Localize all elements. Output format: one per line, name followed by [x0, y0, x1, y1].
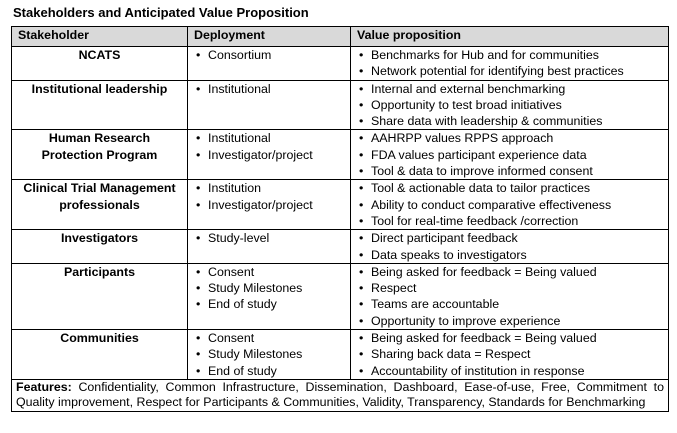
features-cell	[12, 379, 669, 411]
header-value-proposition: Value proposition	[351, 27, 669, 47]
deployment-item: • Study Milestones	[192, 346, 346, 362]
value-proposition-cell	[351, 263, 669, 329]
value-proposition-item: • Opportunity to improve experience	[355, 313, 664, 329]
value-proposition-item: • Sharing back data = Respect	[355, 346, 664, 362]
deployment-cell	[188, 130, 351, 180]
deployment-cell	[188, 80, 351, 130]
deployment-item: • Institution	[192, 180, 346, 196]
value-proposition-list	[355, 47, 664, 80]
deployment-list	[192, 47, 346, 63]
value-proposition-item: • FDA values participant experience data	[355, 147, 664, 163]
value-proposition-cell	[351, 130, 669, 180]
deployment-item: • End of study	[192, 363, 346, 379]
value-proposition-cell	[351, 80, 669, 130]
deployment-list	[192, 230, 346, 246]
deployment-cell	[188, 330, 351, 380]
table-header-row	[12, 27, 669, 47]
deployment-item: • Investigator/project	[192, 197, 346, 213]
deployment-item: • Consent	[192, 330, 346, 346]
table-row	[12, 180, 669, 230]
table-row	[12, 47, 669, 81]
stakeholder-cell: Participants	[12, 263, 188, 329]
header-deployment: Deployment	[188, 27, 351, 47]
document-title: Stakeholders and Anticipated Value Proposition	[13, 5, 309, 20]
stakeholder-table	[11, 26, 669, 412]
value-proposition-list	[355, 81, 664, 130]
value-proposition-item: • Tool for real-time feedback /correction	[355, 213, 664, 229]
value-proposition-list	[355, 264, 664, 329]
value-proposition-item: • Opportunity to test broad initiatives	[355, 97, 664, 113]
stakeholder-cell: Investigators	[12, 230, 188, 264]
value-proposition-cell	[351, 230, 669, 264]
features-row	[12, 379, 669, 411]
value-proposition-item: • AAHRPP values RPPS approach	[355, 130, 664, 146]
table-row	[12, 130, 669, 180]
value-proposition-item: • Being asked for feedback = Being valued	[355, 330, 664, 346]
value-proposition-item: • Share data with leadership & communities	[355, 113, 664, 129]
table-row	[12, 230, 669, 264]
deployment-list	[192, 330, 346, 379]
table-row	[12, 330, 669, 380]
features-label: Features:	[16, 379, 72, 394]
deployment-cell	[188, 47, 351, 81]
value-proposition-list	[355, 130, 664, 179]
table-row	[12, 80, 669, 130]
deployment-list	[192, 180, 346, 213]
value-proposition-item: • Tool & actionable data to tailor practices	[355, 180, 664, 196]
deployment-cell	[188, 263, 351, 329]
value-proposition-item: • Tool & data to improve informed consent	[355, 163, 664, 179]
header-stakeholder: Stakeholder	[12, 27, 188, 47]
deployment-item: • Study Milestones	[192, 280, 346, 296]
features-text: Confidentiality, Common Infrastructure, Dissemination, Dashboard, Ease-of-use, Free, Commitment to Quality improvement, Respect for Participants & Communities, Validity, Transparency, Standards for Benchmarking	[16, 379, 664, 410]
stakeholder-cell: NCATS	[12, 47, 188, 81]
stakeholder-cell: Human Research Protection Program	[12, 130, 188, 180]
value-proposition-cell	[351, 330, 669, 380]
value-proposition-list	[355, 180, 664, 229]
deployment-item: • Consent	[192, 264, 346, 280]
value-proposition-item: • Respect	[355, 280, 664, 296]
deployment-item: • Study-level	[192, 230, 346, 246]
value-proposition-item: • Accountability of institution in response	[355, 363, 664, 379]
value-proposition-item: • Network potential for identifying best practices	[355, 63, 664, 79]
deployment-cell	[188, 230, 351, 264]
value-proposition-cell	[351, 180, 669, 230]
deployment-item: • Investigator/project	[192, 147, 346, 163]
value-proposition-item: • Benchmarks for Hub and for communities	[355, 47, 664, 63]
table-row	[12, 263, 669, 329]
value-proposition-item: • Ability to conduct comparative effectiveness	[355, 197, 664, 213]
stakeholder-cell: Communities	[12, 330, 188, 380]
value-proposition-item: • Teams are accountable	[355, 296, 664, 312]
stakeholder-cell: Institutional leadership	[12, 80, 188, 130]
deployment-item: • End of study	[192, 296, 346, 312]
value-proposition-list	[355, 330, 664, 379]
deployment-item: • Institutional	[192, 130, 346, 146]
value-proposition-list	[355, 230, 664, 263]
deployment-list	[192, 264, 346, 313]
stakeholder-cell: Clinical Trial Management professionals	[12, 180, 188, 230]
deployment-list	[192, 130, 346, 163]
value-proposition-item: • Internal and external benchmarking	[355, 81, 664, 97]
value-proposition-item: • Data speaks to investigators	[355, 247, 664, 263]
deployment-item: • Consortium	[192, 47, 346, 63]
value-proposition-item: • Direct participant feedback	[355, 230, 664, 246]
deployment-cell	[188, 180, 351, 230]
deployment-item: • Institutional	[192, 81, 346, 97]
value-proposition-cell	[351, 47, 669, 81]
deployment-list	[192, 81, 346, 97]
value-proposition-item: • Being asked for feedback = Being valued	[355, 264, 664, 280]
